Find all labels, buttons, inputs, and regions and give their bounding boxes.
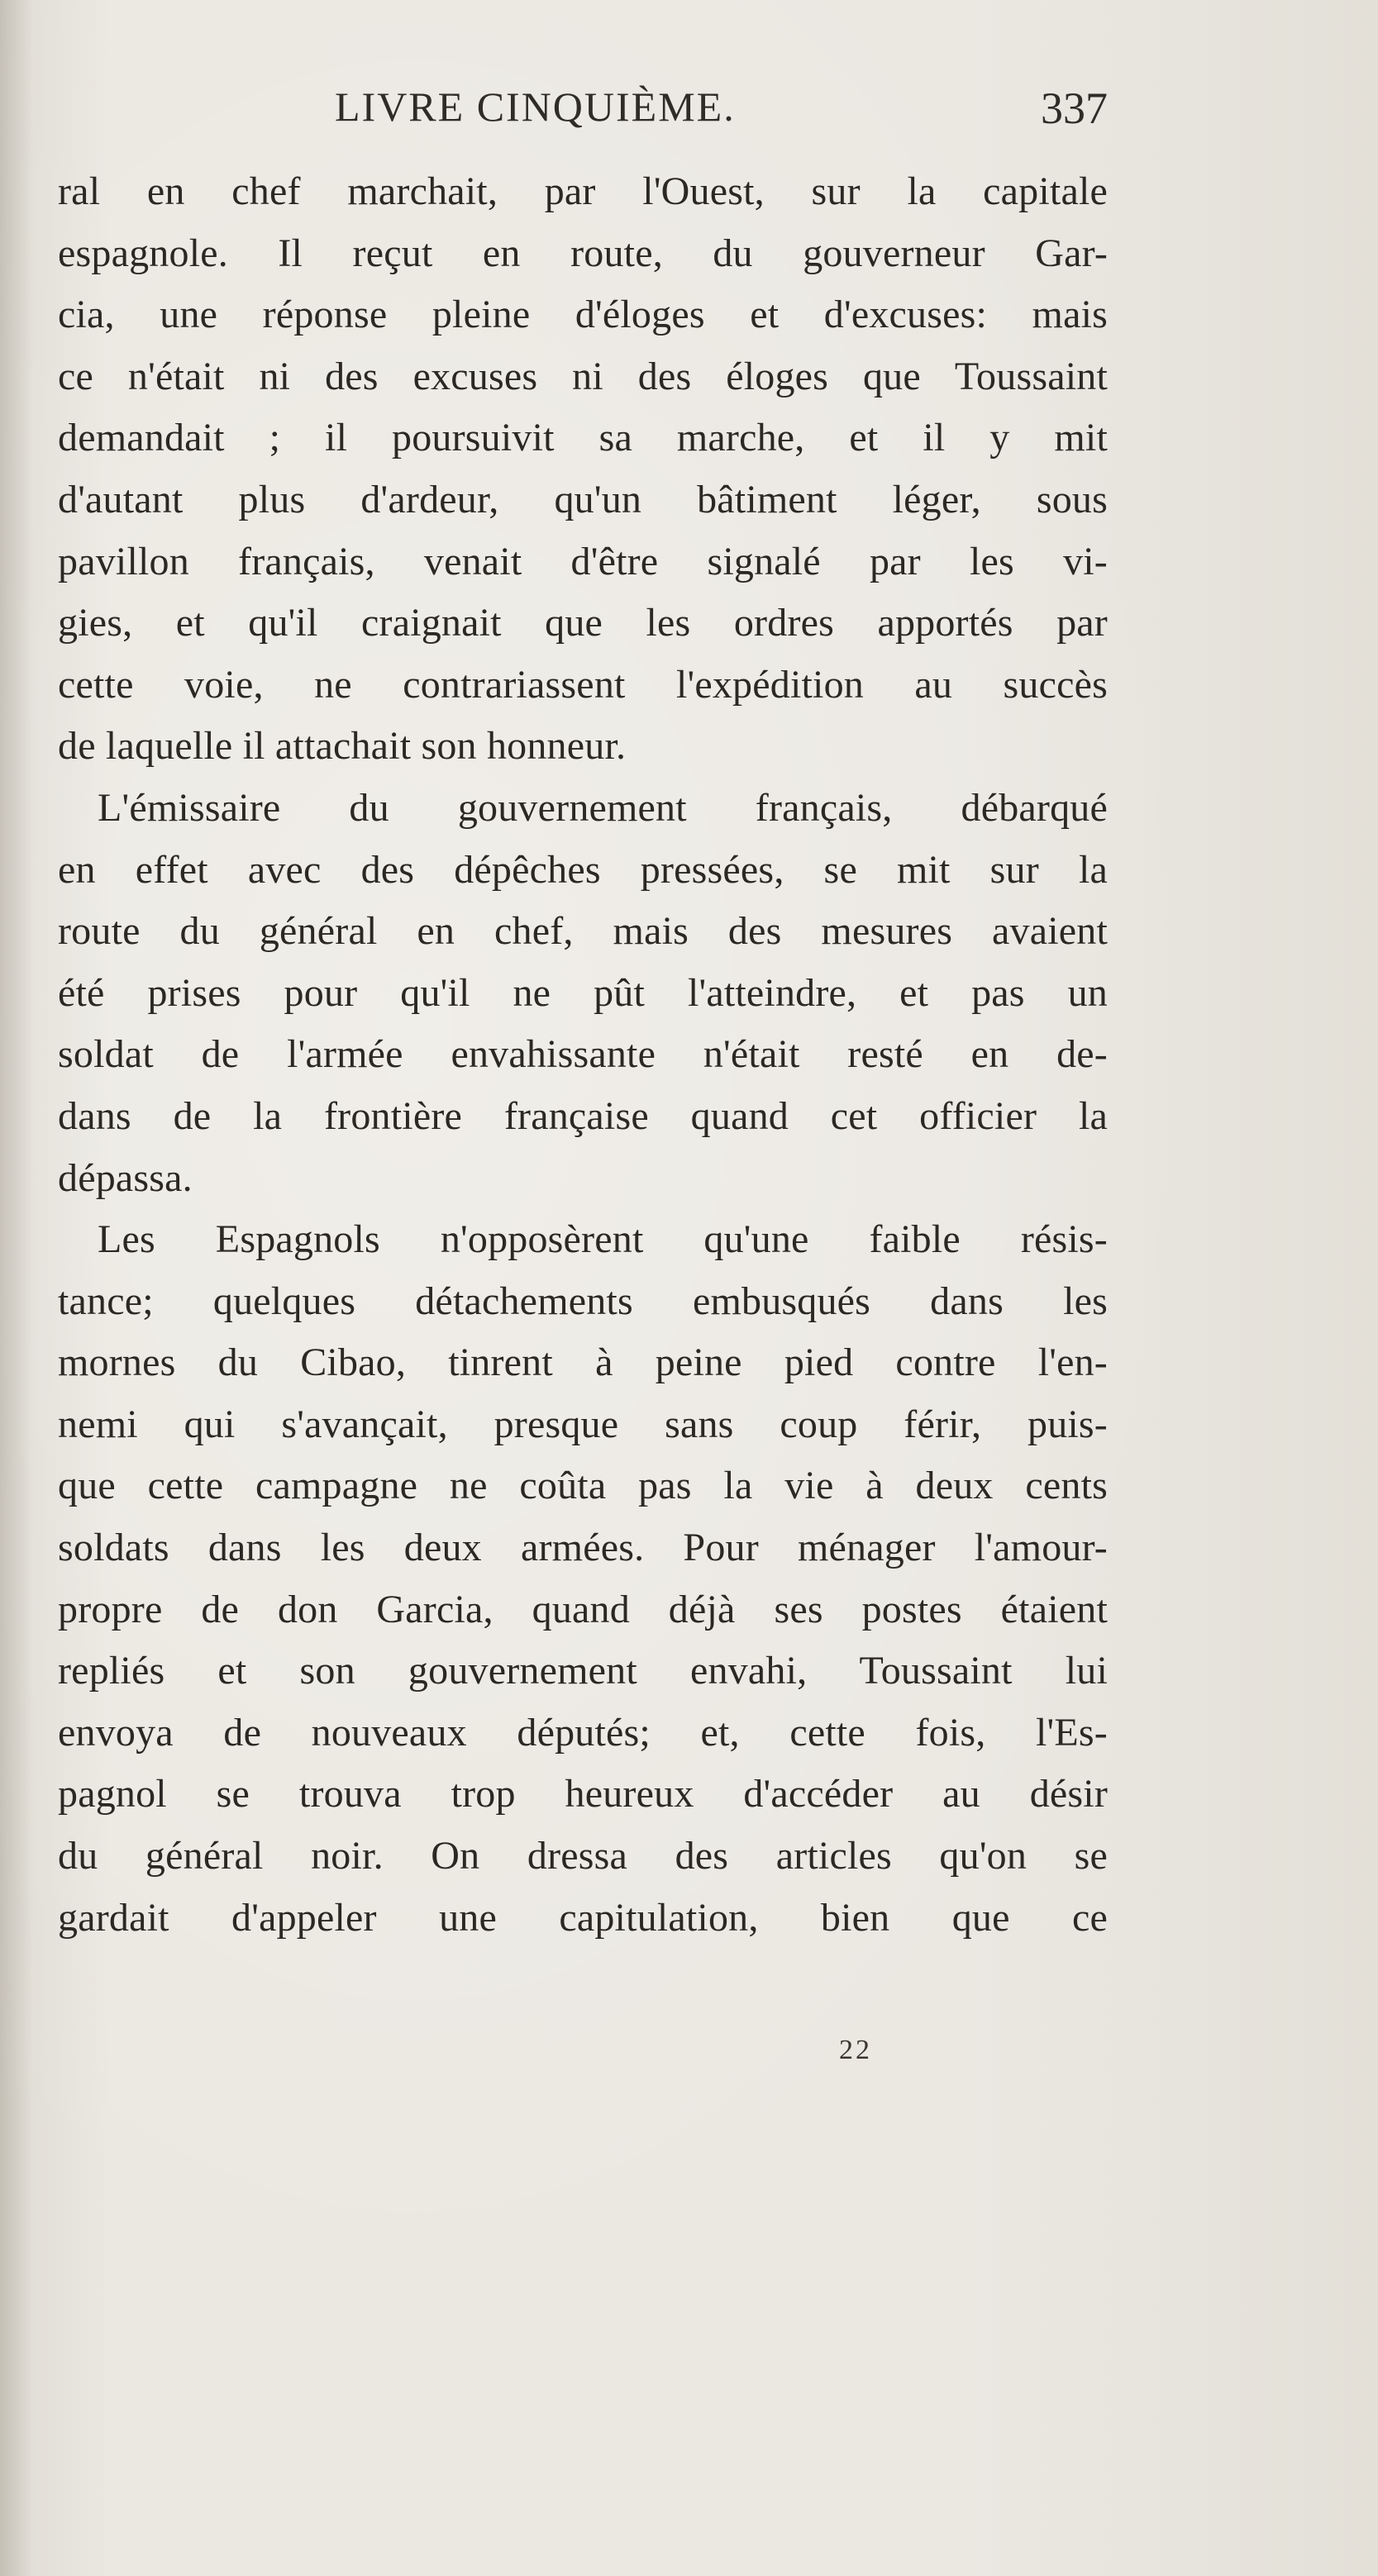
text-line: espagnole. Il reçut en route, du gouverneur Gar-	[58, 231, 1108, 275]
text-line: de laquelle il attachait son honneur.	[58, 724, 627, 769]
text-line: en effet avec des dépêches pressées, se mit sur la	[58, 847, 1108, 892]
running-title: LIVRE CINQUIÈME.	[335, 83, 736, 130]
text-line: gardait d'appeler une capitulation, bien que ce	[58, 1895, 1108, 1940]
text-line: tance; quelques détachements embusqués dans les	[58, 1278, 1108, 1323]
body-text	[58, 161, 1108, 1949]
text-line: du général noir. On dressa des articles qu'on se	[58, 1834, 1108, 1878]
text-line: propre de don Garcia, quand déjà ses postes étaient	[58, 1587, 1108, 1631]
text-line: dans de la frontière française quand cet officier la	[58, 1093, 1108, 1138]
text-line: demandait ; il poursuivit sa marche, et il y mit	[58, 416, 1108, 460]
text-line: soldat de l'armée envahissante n'était resté en de-	[58, 1032, 1108, 1077]
text-line: soldats dans les deux armées. Pour ménager l'amour-	[58, 1526, 1108, 1570]
text-line: ce n'était ni des excuses ni des éloges que Toussaint	[58, 354, 1108, 398]
page-number: 337	[1041, 83, 1108, 133]
text-line: pagnol se trouva trop heureux d'accéder au désir	[58, 1772, 1108, 1817]
text-line: ral en chef marchait, par l'Ouest, sur la capitale	[58, 169, 1108, 213]
text-line: que cette campagne ne coûta pas la vie à deux cents	[58, 1464, 1108, 1508]
signature-mark: 22	[839, 2035, 872, 2065]
text-line: nemi qui s'avançait, presque sans coup férir, puis-	[58, 1402, 1108, 1446]
text-line: cia, une réponse pleine d'éloges et d'excuses: mais	[58, 293, 1108, 337]
page-header	[66, 83, 1108, 149]
text-line: envoya de nouveaux députés; et, cette fois, l'Es-	[58, 1710, 1108, 1755]
text-line: mornes du Cibao, tinrent à peine pied contre l'en-	[58, 1340, 1108, 1385]
text-line: route du général en chef, mais des mesures avaient	[58, 909, 1108, 954]
text-line: été prises pour qu'il ne pût l'atteindre, et pas un	[58, 970, 1108, 1015]
text-line: gies, et qu'il craignait que les ordres apportés par	[58, 601, 1108, 645]
text-line: dépassa.	[58, 1155, 193, 1200]
text-line: pavillon français, venait d'être signalé par les vi-	[58, 539, 1108, 583]
text-line: L'émissaire du gouvernement français, débarqué	[98, 785, 1108, 830]
text-line: repliés et son gouvernement envahi, Toussaint lui	[58, 1649, 1108, 1693]
text-line: Les Espagnols n'opposèrent qu'une faible résis-	[98, 1217, 1108, 1262]
text-line: d'autant plus d'ardeur, qu'un bâtiment léger, sous	[58, 477, 1108, 521]
text-line: cette voie, ne contrariassent l'expédition au succès	[58, 662, 1108, 707]
